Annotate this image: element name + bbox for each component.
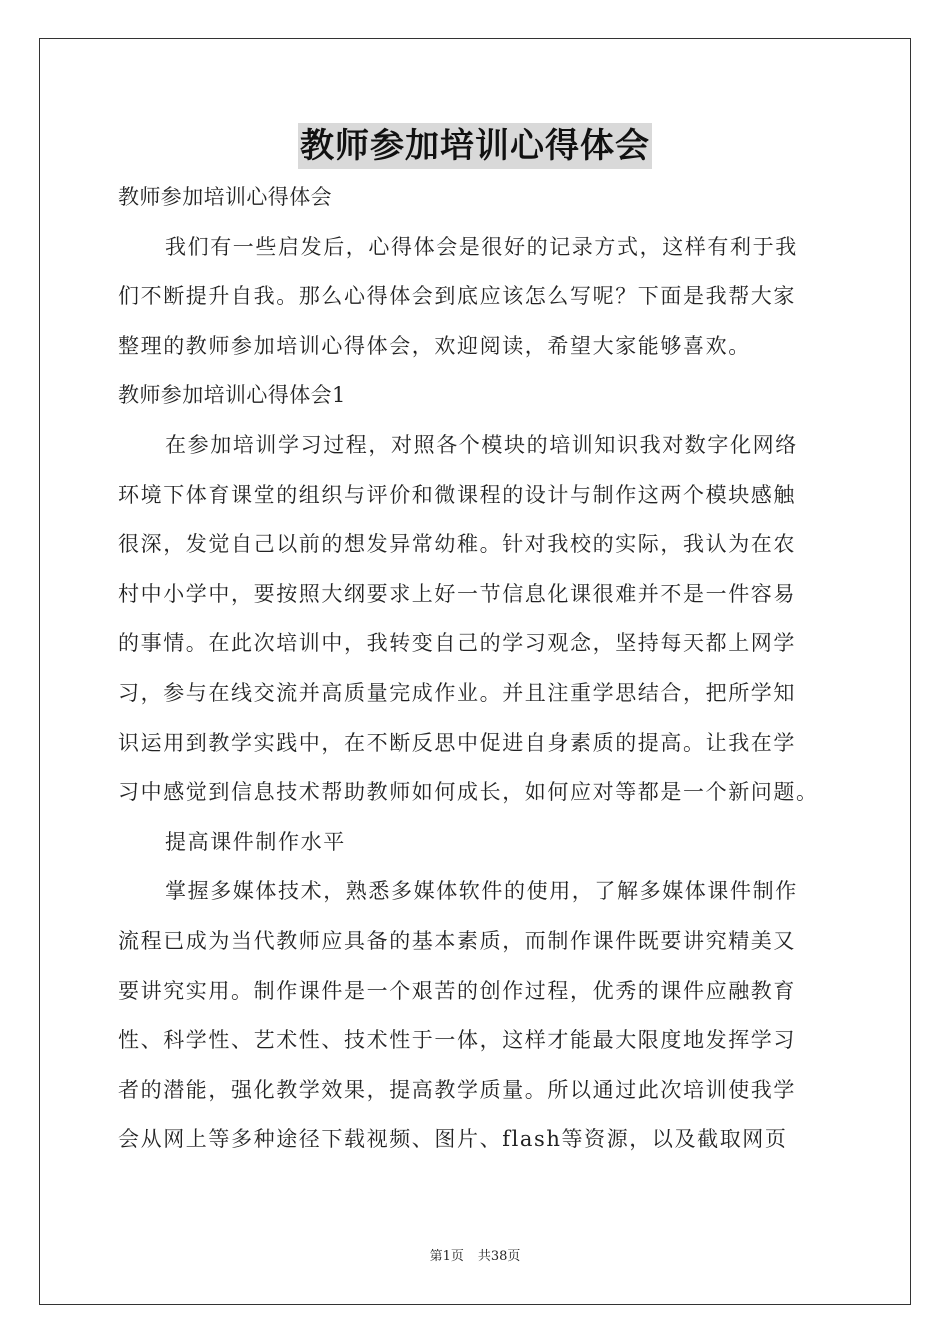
page-footer <box>0 1248 950 1266</box>
paragraph-line: 流程已成为当代教师应具备的基本素质，而制作课件既要讲究精美又 <box>118 928 796 953</box>
paragraph-line: 习中感觉到信息技术帮助教师如何成长，如何应对等都是一个新问题。 <box>118 780 819 805</box>
paragraph-line: 性、科学性、艺术性、技术性于一体，这样才能最大限度地发挥学习 <box>118 1028 796 1053</box>
paragraph-line: 在参加培训学习过程，对照各个模块的培训知识我对数字化网络 <box>165 432 798 457</box>
paragraph-line: 提高课件制作水平 <box>165 829 346 854</box>
paragraph-line: 环境下体育课堂的组织与评价和微课程的设计与制作这两个模块感触 <box>118 482 796 507</box>
document-title: 教师参加培训心得体会 <box>298 123 652 169</box>
page-total: 共38页 <box>477 1249 521 1264</box>
paragraph-line: 要讲究实用。制作课件是一个艰苦的创作过程，优秀的课件应融教育 <box>118 978 796 1003</box>
paragraph-line: 掌握多媒体技术，熟悉多媒体软件的使用，了解多媒体课件制作 <box>165 879 798 904</box>
paragraph-line: 识运用到教学实践中，在不断反思中促进自身素质的提高。让我在学 <box>118 730 796 755</box>
paragraph-line: 整理的教师参加培训心得体会，欢迎阅读，希望大家能够喜欢。 <box>118 333 751 358</box>
paragraph-line: 会从网上等多种途径下载视频、图片、flash等资源，以及截取网页 <box>118 1127 788 1152</box>
section-heading: 教师参加培训心得体会 <box>118 185 332 209</box>
page-number: 第1页 <box>429 1249 464 1264</box>
paragraph-line: 很深，发觉自己以前的想发异常幼稚。针对我校的实际，我认为在农 <box>118 532 796 557</box>
paragraph-line: 习，参与在线交流并高质量完成作业。并且注重学思结合，把所学知 <box>118 680 796 705</box>
title-container <box>0 123 950 169</box>
paragraph-line: 村中小学中，要按照大纲要求上好一节信息化课很难并不是一件容易 <box>118 581 796 606</box>
section-heading: 教师参加培训心得体会1 <box>118 383 346 408</box>
paragraph-line: 者的潜能，强化教学效果，提高教学质量。所以通过此次培训使我学 <box>118 1077 796 1102</box>
paragraph-line: 我们有一些启发后，心得体会是很好的记录方式，这样有利于我 <box>165 234 798 259</box>
paragraph-line: 们不断提升自我。那么心得体会到底应该怎么写呢？下面是我帮大家 <box>118 284 796 309</box>
paragraph-line: 的事情。在此次培训中，我转变自己的学习观念，坚持每天都上网学 <box>118 631 796 656</box>
document-body <box>118 173 834 1165</box>
